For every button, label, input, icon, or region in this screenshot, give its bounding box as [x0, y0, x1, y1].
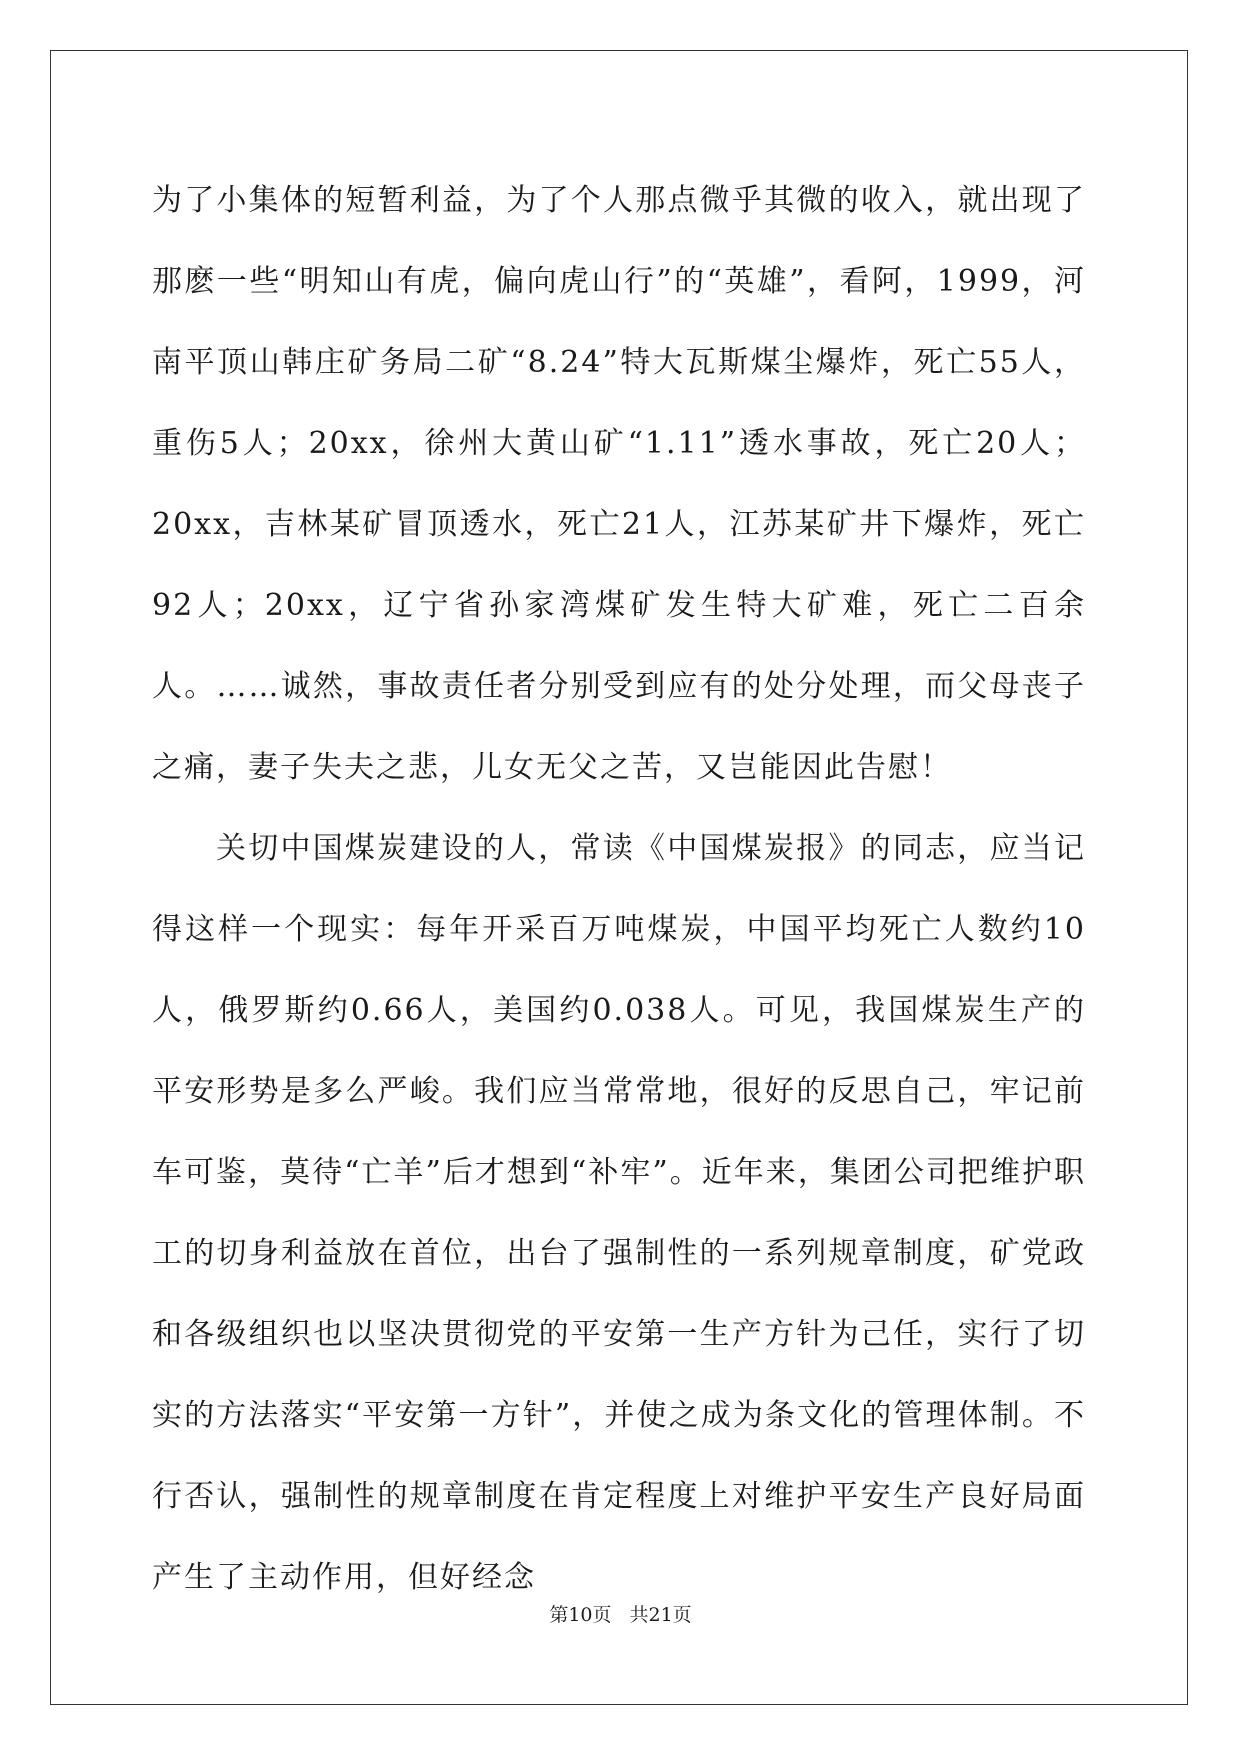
paragraph-2: 关切中国煤炭建设的人，常读《中国煤炭报》的同志，应当记得这样一个现实：每年开采百万吨煤炭，中国平均死亡人数约10人，俄罗斯约0.66人，美国约0.038人。可见，我国煤炭生产的平安形势是多么严峻。我们应当常常地，很好的反思自己，牢记前车可鉴，莫待“亡羊”后才想到“补牢”。近年来，集团公司把维护职工的切身利益放在首位，出台了强制性的一系列规章制度，矿党政和各级组织也以坚决贯彻党的平安第一生产方针为己任，实行了切实的方法落实“平安第一方针”，并使之成为条文化的管理体制。不行否认，强制性的规章制度在肯定程度上对维护平安生产良好局面产生了主动作用，但好经念: [152, 831, 1086, 1595]
paragraph-1: 为了小集体的短暂利益，为了个人那点微乎其微的收入，就出现了那麽一些“明知山有虎，偏向虎山行”的“英雄”，看阿，1999，河南平顶山韩庄矿务局二矿“8.24”特大瓦斯煤尘爆炸，死亡55人，重伤5人；20xx，徐州大黄山矿“1.11”透水事故，死亡20人；20xx，吉林某矿冒顶透水，死亡21人，江苏某矿井下爆炸，死亡92人；20xx，辽宁省孙家湾煤矿发生特大矿难，死亡二百余人。……诚然，事故责任者分别受到应有的处分处理，而父母丧子之痛，妻子失夫之悲，儿女无父之苦，又岂能因此告慰！: [152, 183, 1086, 785]
page-number: 第10页: [549, 1604, 612, 1626]
document-body: [152, 160, 1086, 1618]
page-total: 共21页: [629, 1604, 692, 1626]
page-footer: [0, 1600, 1241, 1627]
